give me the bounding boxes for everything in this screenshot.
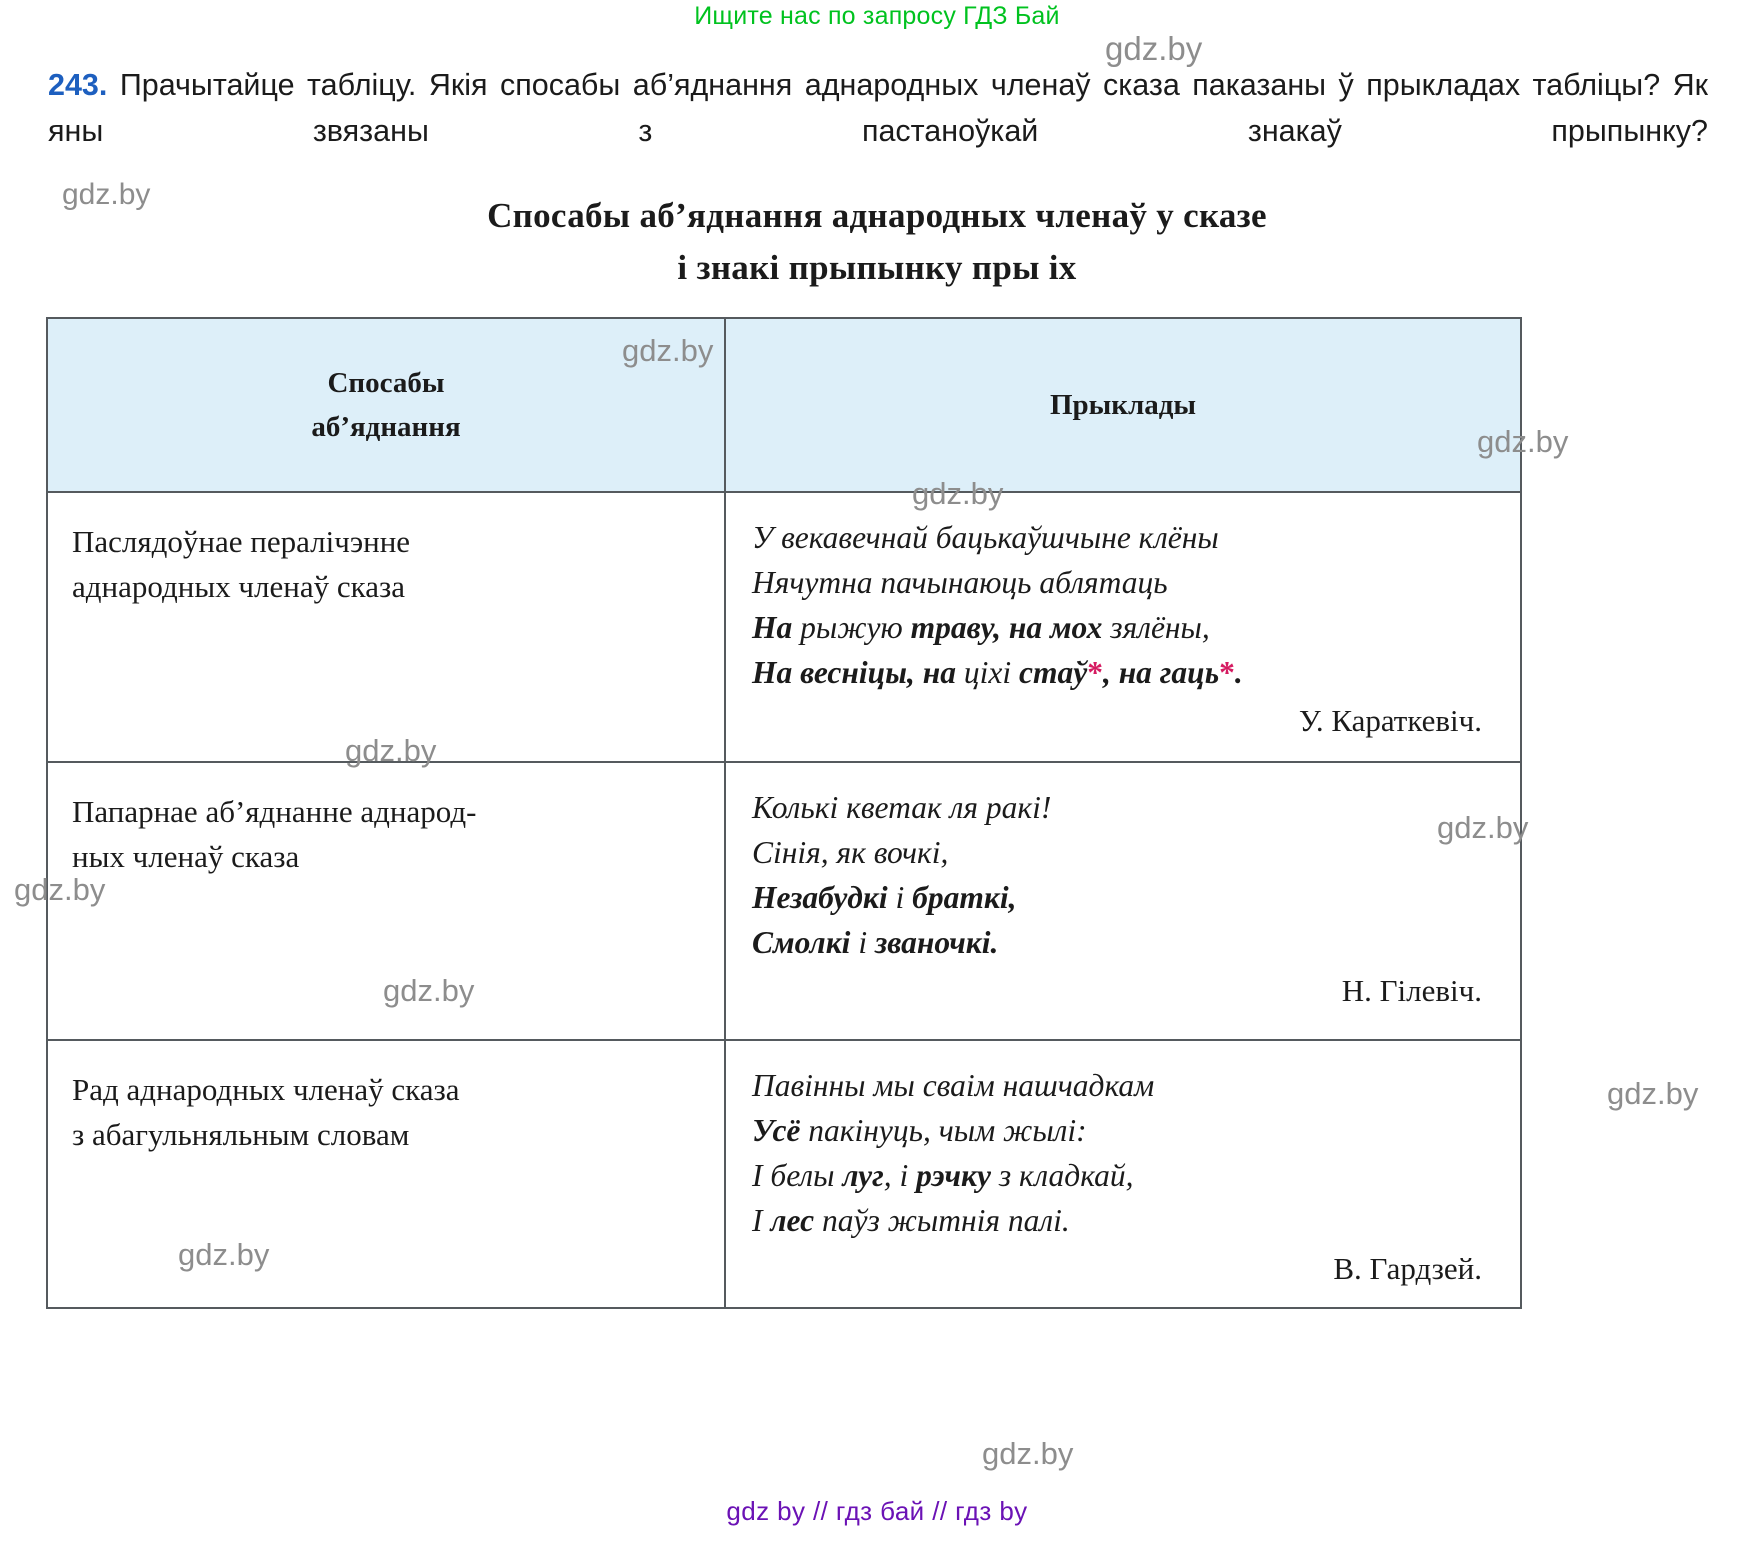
example-line [752, 830, 1496, 875]
example-text [726, 1041, 1520, 1307]
example-text [726, 763, 1520, 1029]
example-bold-part: Смолкі [752, 925, 859, 960]
example-part: паўз жытнія палі. [821, 1203, 1070, 1238]
table-caption [0, 190, 1754, 294]
header-examples-label: Прыклады [1049, 389, 1197, 421]
ways-of-joining-table [46, 317, 1522, 1309]
watermark: gdz.by [14, 872, 106, 907]
example-part: , і [883, 1158, 917, 1193]
example-cell [725, 1040, 1521, 1308]
way-text [48, 1041, 724, 1299]
watermark: gdz.by [1437, 810, 1529, 845]
example-part: Нячутна пачынаюць аблятаць [752, 565, 1168, 600]
way-cell [47, 762, 725, 1040]
example-part: Колькі кветак ля ракі! [752, 790, 1052, 825]
example-part: зялёны, [1110, 610, 1210, 645]
example-bold-part: На [752, 610, 801, 645]
table-row [47, 1040, 1521, 1308]
watermark: gdz.by [1607, 1076, 1699, 1111]
watermark: gdz.by [62, 178, 151, 211]
table-header-row [47, 318, 1521, 492]
example-author: Н. Гілевіч. [1341, 973, 1482, 1008]
way-line2: ных членаў сказа [72, 839, 300, 874]
example-bold-part: браткі, [912, 880, 1017, 915]
example-part: І [752, 1203, 771, 1238]
example-part: Сінія, як вочкі, [752, 835, 949, 870]
example-part: і [858, 925, 875, 960]
example-cell [725, 762, 1521, 1040]
example-bold-part: На весніцы, на [752, 655, 964, 690]
example-part: У векавечнай бацькаўшчыне клёны [752, 520, 1219, 555]
table-row [47, 762, 1521, 1040]
exercise-paragraph [48, 62, 1708, 154]
example-line [752, 1063, 1496, 1108]
example-bold-part: . [1234, 655, 1243, 690]
example-bold-part: стаў [1018, 655, 1088, 690]
example-part: рыжую [800, 610, 911, 645]
example-part: пакінуць, чым жылі: [808, 1113, 1087, 1148]
example-part: з кладкай, [998, 1158, 1134, 1193]
watermark: gdz.by [982, 1436, 1074, 1471]
example-line [752, 605, 1496, 650]
example-line [752, 920, 1496, 965]
watermark: gdz.by [345, 733, 437, 768]
exercise-text: Прачытайце табліцу. Якія спосабы аб’яднання аднародных членаў сказа паказаны ў прыкладах табліцы? Як яны звязаны з пастаноўкай знакаў прыпынку? [48, 68, 1708, 148]
example-line [752, 785, 1496, 830]
example-line [752, 650, 1496, 695]
table-caption-line1: Спосабы аб’яднання аднародных членаў у сказе [487, 196, 1267, 235]
example-bold-part: Усё [752, 1113, 809, 1148]
way-cell [47, 492, 725, 762]
way-text [48, 763, 724, 1039]
example-bold-part: званочкі. [874, 925, 999, 960]
exercise-number: 243. [48, 68, 108, 102]
watermark: gdz.by [1477, 424, 1569, 459]
example-cell [725, 492, 1521, 762]
example-line [752, 515, 1496, 560]
example-bold-part: рэчку [916, 1158, 999, 1193]
watermark: gdz.by [178, 1237, 270, 1272]
example-text [726, 493, 1520, 759]
footer-links[interactable]: gdz by // гдз бай // гдз by [726, 1496, 1028, 1526]
footnote-asterisk: * [1219, 655, 1235, 690]
way-line1: Рад аднародных членаў сказа [72, 1072, 460, 1107]
table-header-ways [47, 318, 725, 492]
promo-banner: Ищите нас по запросу ГДЗ Бай [694, 2, 1060, 30]
watermark: gdz.by [622, 333, 714, 368]
example-line [752, 1108, 1496, 1153]
example-author: У. Караткевіч. [1298, 703, 1482, 738]
example-line [752, 1153, 1496, 1198]
way-line2: аднародных членаў сказа [72, 569, 405, 604]
example-part: ціхі [963, 655, 1019, 690]
example-line [752, 1198, 1496, 1243]
footnote-asterisk: * [1087, 655, 1103, 690]
example-bold-part: Незабудкі [752, 880, 896, 915]
watermark: gdz.by [1105, 30, 1203, 67]
way-line2: з абагульняльным словам [72, 1117, 410, 1152]
way-cell [47, 1040, 725, 1308]
example-bold-part: траву, на мох [910, 610, 1111, 645]
example-bold-part: луг [842, 1158, 884, 1193]
way-line1: Папарнае аб’яднанне аднарод- [72, 794, 477, 829]
header-ways-line1: Спосабы [327, 367, 445, 399]
watermark: gdz.by [383, 973, 475, 1008]
example-part: і [895, 880, 913, 915]
example-bold-part: , на гаць [1102, 655, 1220, 690]
header-ways-line2: аб’яднання [311, 411, 461, 443]
way-line1: Паслядоўнае пералічэнне [72, 524, 411, 559]
example-part: Павінны мы сваім нашчадкам [752, 1068, 1155, 1103]
table-body [47, 318, 1521, 1308]
example-author: В. Гардзей. [1333, 1251, 1482, 1286]
table-caption-line2: і знакі прыпынку пры іх [677, 248, 1077, 287]
example-line [752, 560, 1496, 605]
example-line [752, 875, 1496, 920]
example-part: І белы [752, 1158, 843, 1193]
example-bold-part: лес [770, 1203, 822, 1238]
watermark: gdz.by [912, 476, 1004, 511]
table-row [47, 492, 1521, 762]
way-text [48, 493, 724, 761]
table-header-examples [725, 318, 1521, 492]
